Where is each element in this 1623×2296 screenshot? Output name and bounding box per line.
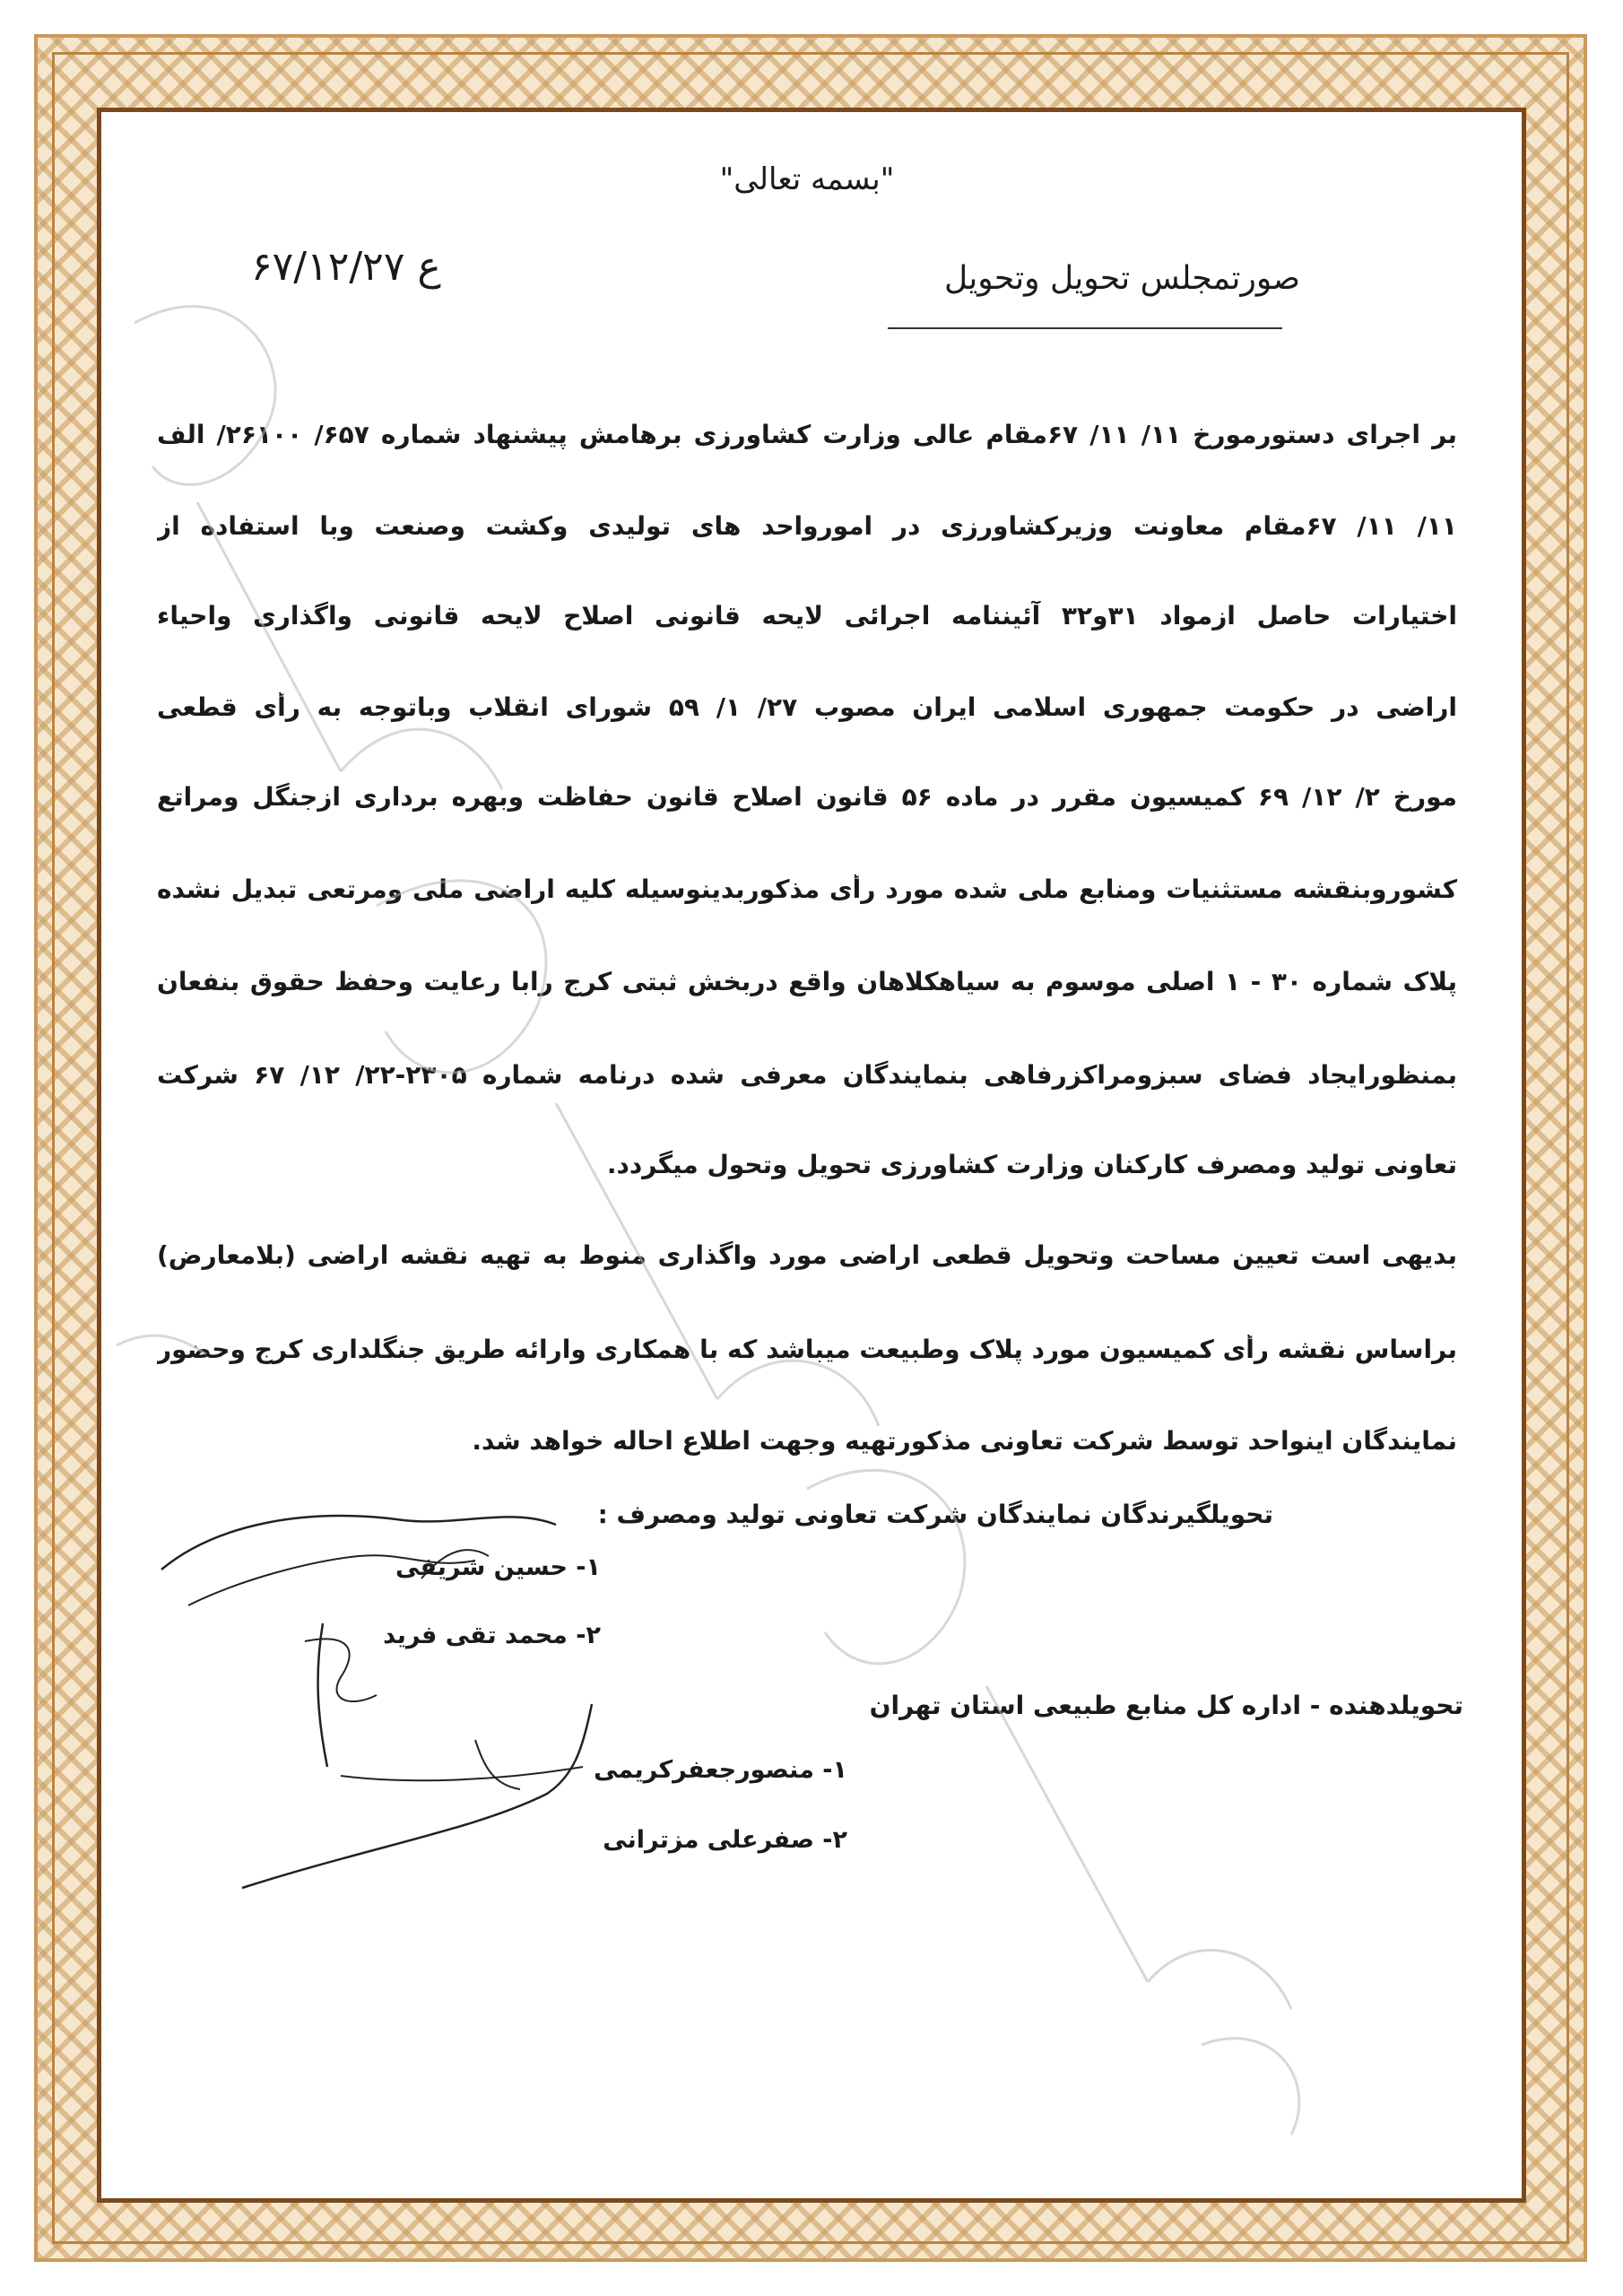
receivers-heading: تحویلگیرندگان نمایندگان شرکت تعاونی تولید ومصرف : [597, 1500, 1273, 1529]
giver-name-1: ۱- منصورجعفرکریمی [594, 1756, 847, 1784]
invocation-heading: "بسمه تعالی" [719, 161, 895, 197]
body-line: براساس نقشه رأی کمیسیون مورد پلاک وطبیعت میباشد که با همکاری وارائه طریق جنگلداری کرج وحضور [157, 1335, 1457, 1364]
body-line: مورخ ۲/ ۱۲/ ۶۹ کمیسیون مقرر در ماده ۵۶ قانون اصلاح قانون حفاظت وبهره برداری ازجنگل ومراتع [157, 782, 1457, 812]
body-line: تعاونی تولید ومصرف کارکنان وزارت کشاورزی تحویل وتحول میگردد. [606, 1150, 1457, 1179]
body-line: بدیهی است تعیین مساحت وتحویل قطعی اراضی مورد واگذاری منوط به تهیه نقشه اراضی (بلامعارض) [157, 1240, 1457, 1270]
body-line: اختیارات حاصل ازمواد ۳۱و۳۲ آئیننامه اجرائی لایحه قانونی اصلاح لایحه قانونی واگذاری واحیاء [157, 601, 1457, 631]
title-underline [888, 327, 1282, 329]
givers-heading: تحویلدهنده - اداره کل منابع طبیعی استان تهران [869, 1691, 1463, 1720]
body-line: کشوروبنقشه مستثنیات ومنابع ملی شده مورد رأی مذکوربدینوسیله کلیه اراضی ملی ومرتعی تبدیل نشده [157, 874, 1457, 904]
body-line: ۱۱/ ۱۱/ ۶۷مقام معاونت وزیرکشاورزی در امورواحد های تولیدی وکشت وصنعت وبا استفاده از [157, 511, 1457, 541]
body-line: پلاک شماره ۳۰ - ۱ اصلی موسوم به سیاهکلاهان واقع دربخش ثبتی کرج رابا رعایت وحفظ حقوق بنفعان [157, 967, 1457, 996]
body-line: بر اجرای دستورمورخ ۱۱/ ۱۱/ ۶۷مقام عالی وزارت کشاورزی برهامش پیشنهاد شماره ۶۵۷/ ۲۶۱۰۰/ الف [157, 420, 1457, 449]
giver-name-2: ۲- صفرعلی مزترانی [603, 1826, 847, 1854]
body-line: اراضی در حکومت جمهوری اسلامی ایران مصوب ۲۷/ ۱/ ۵۹ شورای انقلاب وباتوجه به رأی قطعی [157, 692, 1457, 722]
document-date: ع ۶۷/۱۲/۲۷ [251, 244, 441, 290]
receiver-name-1: ۱- حسین شریفی [395, 1553, 601, 1581]
body-line: بمنظورایجاد فضای سبزومراکزرفاهی بنمایندگان معرفی شده درنامه شماره ۲۳۰۵-۲۲/ ۱۲/ ۶۷ شرکت [157, 1060, 1457, 1090]
document-title: صورتمجلس تحویل وتحویل [944, 260, 1300, 297]
body-line: نمایندگان اینواحد توسط شرکت تعاونی مذکورتهیه وجهت اطلاع احاله خواهد شد. [472, 1426, 1457, 1456]
receiver-name-2: ۲- محمد تقی فرید [383, 1622, 601, 1649]
